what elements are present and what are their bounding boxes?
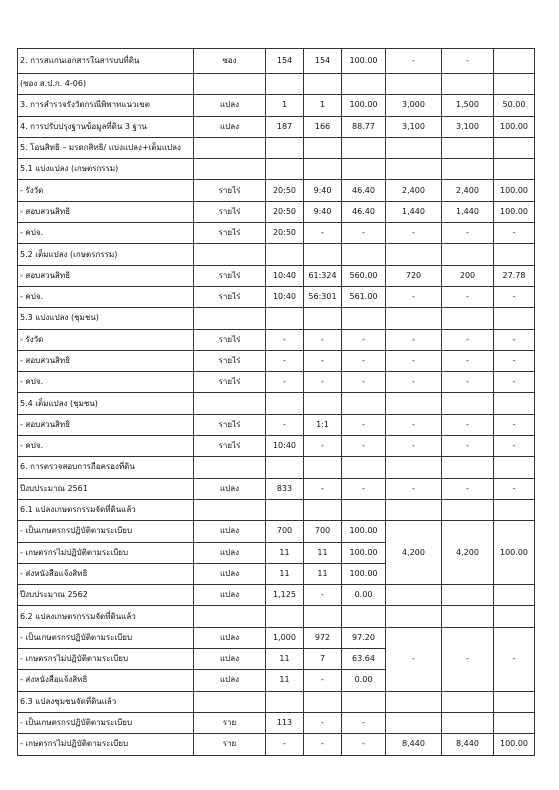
item-label-cell: - เป็นเกษตรกรปฏิบัติตามระเบียบ bbox=[18, 712, 194, 733]
target-cell: - bbox=[266, 734, 304, 755]
unit-cell bbox=[194, 499, 266, 520]
budget-spent-merged-cell: - bbox=[442, 627, 494, 691]
table-row bbox=[18, 201, 535, 222]
target-cell: 833 bbox=[266, 478, 304, 499]
table-row bbox=[18, 478, 535, 499]
result-cell: 700 bbox=[304, 521, 342, 542]
table-row bbox=[18, 223, 535, 244]
result-cell: - bbox=[304, 436, 342, 457]
percent-cell: 88.77 bbox=[342, 116, 386, 137]
result-cell bbox=[304, 137, 342, 158]
result-cell bbox=[304, 691, 342, 712]
budget-spent-cell bbox=[442, 457, 494, 478]
table-row bbox=[18, 521, 535, 542]
target-cell: 10:40 bbox=[266, 286, 304, 307]
target-cell bbox=[266, 691, 304, 712]
budget-spent-cell bbox=[442, 244, 494, 265]
result-cell: - bbox=[304, 734, 342, 755]
item-label-cell: - เกษตรกรไม่ปฏิบัติตามระเบียบ bbox=[18, 734, 194, 755]
target-cell: 11 bbox=[266, 563, 304, 584]
target-cell: - bbox=[266, 329, 304, 350]
table-row bbox=[18, 499, 535, 520]
item-label-cell: - สอบสวนสิทธิ bbox=[18, 414, 194, 435]
target-cell: - bbox=[266, 372, 304, 393]
budget-percent-cell: - bbox=[494, 329, 535, 350]
unit-cell: แปลง bbox=[194, 478, 266, 499]
budget-spent-cell: - bbox=[442, 414, 494, 435]
budget-spent-cell: - bbox=[442, 350, 494, 371]
result-cell: 11 bbox=[304, 542, 342, 563]
item-label-cell: (ซอง ส.ป.ก. 4-06) bbox=[18, 74, 194, 95]
unit-cell bbox=[194, 74, 266, 95]
budget-allocated-cell: - bbox=[386, 223, 442, 244]
budget-spent-cell: - bbox=[442, 478, 494, 499]
unit-cell: รายไร่ bbox=[194, 201, 266, 222]
item-label-cell: - เป็นเกษตรกรปฏิบัติตามระเบียบ bbox=[18, 521, 194, 542]
budget-allocated-cell: 8,440 bbox=[386, 734, 442, 755]
budget-percent-cell bbox=[494, 159, 535, 180]
result-cell: - bbox=[304, 585, 342, 606]
budget-spent-cell: - bbox=[442, 49, 494, 74]
budget-allocated-cell: 2,400 bbox=[386, 180, 442, 201]
item-label-cell: 4. การปรับปรุงฐานข้อมูลที่ดิน 3 ฐาน bbox=[18, 116, 194, 137]
percent-cell: - bbox=[342, 372, 386, 393]
percent-cell: 46.40 bbox=[342, 201, 386, 222]
budget-spent-cell bbox=[442, 137, 494, 158]
unit-cell: รายไร่ bbox=[194, 223, 266, 244]
unit-cell: รายไร่ bbox=[194, 265, 266, 286]
budget-spent-cell: - bbox=[442, 223, 494, 244]
percent-cell: 97.20 bbox=[342, 627, 386, 648]
item-label-cell: 5.1 แบ่งแปลง (เกษตรกรรม) bbox=[18, 159, 194, 180]
unit-cell: แปลง bbox=[194, 563, 266, 584]
table-row bbox=[18, 180, 535, 201]
item-label-cell: ปีงบประมาณ 2561 bbox=[18, 478, 194, 499]
item-label-cell: - คปจ. bbox=[18, 286, 194, 307]
budget-allocated-cell bbox=[386, 457, 442, 478]
item-label-cell: 6.1 แปลงเกษตรกรรมจัดที่ดินแล้ว bbox=[18, 499, 194, 520]
target-cell: 11 bbox=[266, 542, 304, 563]
budget-spent-cell: 200 bbox=[442, 265, 494, 286]
table-row bbox=[18, 116, 535, 137]
target-cell: 1,000 bbox=[266, 627, 304, 648]
budget-spent-cell: - bbox=[442, 372, 494, 393]
percent-cell: - bbox=[342, 712, 386, 733]
budget-percent-cell bbox=[494, 137, 535, 158]
result-cell: 972 bbox=[304, 627, 342, 648]
item-label-cell: - สอบสวนสิทธิ bbox=[18, 201, 194, 222]
target-cell bbox=[266, 159, 304, 180]
unit-cell: รายไร่ bbox=[194, 414, 266, 435]
budget-spent-cell bbox=[442, 159, 494, 180]
budget-allocated-merged-cell: 4,200 bbox=[386, 521, 442, 585]
unit-cell: แปลง bbox=[194, 627, 266, 648]
budget-percent-cell: 100.00 bbox=[494, 180, 535, 201]
item-label-cell: - สอบสวนสิทธิ bbox=[18, 350, 194, 371]
target-cell: 10:40 bbox=[266, 265, 304, 286]
budget-percent-cell: - bbox=[494, 350, 535, 371]
unit-cell: รายไร่ bbox=[194, 350, 266, 371]
target-cell: 1 bbox=[266, 95, 304, 116]
table-row bbox=[18, 244, 535, 265]
budget-allocated-cell: - bbox=[386, 372, 442, 393]
budget-percent-cell bbox=[494, 74, 535, 95]
budget-percent-cell bbox=[494, 49, 535, 74]
table-row bbox=[18, 372, 535, 393]
percent-cell: 46.40 bbox=[342, 180, 386, 201]
target-cell bbox=[266, 457, 304, 478]
unit-cell bbox=[194, 457, 266, 478]
unit-cell: ราย bbox=[194, 734, 266, 755]
budget-percent-cell bbox=[494, 499, 535, 520]
item-label-cell: - ส่งหนังสือแจ้งสิทธิ bbox=[18, 670, 194, 691]
budget-spent-cell: 8,440 bbox=[442, 734, 494, 755]
result-cell: 61:324 bbox=[304, 265, 342, 286]
result-cell: 11 bbox=[304, 563, 342, 584]
percent-cell bbox=[342, 74, 386, 95]
unit-cell bbox=[194, 308, 266, 329]
budget-allocated-cell: 1,440 bbox=[386, 201, 442, 222]
target-cell: 113 bbox=[266, 712, 304, 733]
result-cell: 9:40 bbox=[304, 180, 342, 201]
result-cell: - bbox=[304, 670, 342, 691]
result-cell bbox=[304, 159, 342, 180]
target-cell: 11 bbox=[266, 670, 304, 691]
table-row bbox=[18, 286, 535, 307]
target-cell bbox=[266, 74, 304, 95]
budget-percent-cell bbox=[494, 585, 535, 606]
budget-spent-cell: 2,400 bbox=[442, 180, 494, 201]
target-cell bbox=[266, 606, 304, 627]
budget-spent-cell: - bbox=[442, 436, 494, 457]
unit-cell bbox=[194, 691, 266, 712]
table-row bbox=[18, 265, 535, 286]
result-cell: 154 bbox=[304, 49, 342, 74]
target-cell bbox=[266, 308, 304, 329]
table-row bbox=[18, 329, 535, 350]
budget-percent-merged-cell: - bbox=[494, 627, 535, 691]
result-cell bbox=[304, 457, 342, 478]
target-cell: 154 bbox=[266, 49, 304, 74]
target-cell bbox=[266, 244, 304, 265]
result-cell: - bbox=[304, 372, 342, 393]
performance-table bbox=[17, 48, 535, 756]
result-cell: 9:40 bbox=[304, 201, 342, 222]
unit-cell: ซอง bbox=[194, 49, 266, 74]
target-cell: 11 bbox=[266, 649, 304, 670]
table-row bbox=[18, 393, 535, 414]
budget-allocated-cell: - bbox=[386, 350, 442, 371]
budget-allocated-cell: 3,000 bbox=[386, 95, 442, 116]
result-cell: 1 bbox=[304, 95, 342, 116]
budget-allocated-cell: - bbox=[386, 286, 442, 307]
unit-cell: ราย bbox=[194, 712, 266, 733]
table-row bbox=[18, 457, 535, 478]
budget-percent-cell bbox=[494, 244, 535, 265]
result-cell bbox=[304, 244, 342, 265]
unit-cell: แปลง bbox=[194, 670, 266, 691]
unit-cell: แปลง bbox=[194, 95, 266, 116]
budget-spent-cell: - bbox=[442, 286, 494, 307]
budget-allocated-cell bbox=[386, 137, 442, 158]
table-row bbox=[18, 159, 535, 180]
budget-allocated-cell bbox=[386, 606, 442, 627]
percent-cell: - bbox=[342, 329, 386, 350]
unit-cell bbox=[194, 606, 266, 627]
budget-percent-cell bbox=[494, 606, 535, 627]
result-cell: - bbox=[304, 223, 342, 244]
result-cell bbox=[304, 308, 342, 329]
unit-cell: รายไร่ bbox=[194, 436, 266, 457]
budget-percent-cell: - bbox=[494, 414, 535, 435]
result-cell: 7 bbox=[304, 649, 342, 670]
percent-cell bbox=[342, 457, 386, 478]
item-label-cell: 5.3 แบ่งแปลง (ชุมชน) bbox=[18, 308, 194, 329]
budget-allocated-cell: 3,100 bbox=[386, 116, 442, 137]
table-row bbox=[18, 606, 535, 627]
item-label-cell: 5. โอนสิทธิ – มรดกสิทธิ/ แบ่งแปลง+เต็มแปลง bbox=[18, 137, 194, 158]
unit-cell: แปลง bbox=[194, 542, 266, 563]
unit-cell: รายไร่ bbox=[194, 180, 266, 201]
table-row bbox=[18, 436, 535, 457]
table-row bbox=[18, 350, 535, 371]
target-cell: 700 bbox=[266, 521, 304, 542]
target-cell: 20:50 bbox=[266, 223, 304, 244]
percent-cell bbox=[342, 159, 386, 180]
percent-cell bbox=[342, 691, 386, 712]
percent-cell: 100.00 bbox=[342, 95, 386, 116]
budget-spent-cell bbox=[442, 499, 494, 520]
percent-cell bbox=[342, 499, 386, 520]
budget-spent-cell: 1,440 bbox=[442, 201, 494, 222]
budget-percent-cell: - bbox=[494, 372, 535, 393]
unit-cell: แปลง bbox=[194, 649, 266, 670]
budget-percent-cell: 27.78 bbox=[494, 265, 535, 286]
item-label-cell: 6.2 แปลงเกษตรกรรมจัดที่ดินแล้ว bbox=[18, 606, 194, 627]
target-cell: 20:50 bbox=[266, 180, 304, 201]
budget-percent-cell bbox=[494, 712, 535, 733]
percent-cell bbox=[342, 244, 386, 265]
table-row bbox=[18, 74, 535, 95]
budget-percent-cell: 50.00 bbox=[494, 95, 535, 116]
budget-percent-cell: 100.00 bbox=[494, 201, 535, 222]
item-label-cell: - เป็นเกษตรกรปฏิบัติตามระเบียบ bbox=[18, 627, 194, 648]
budget-allocated-cell bbox=[386, 691, 442, 712]
budget-percent-cell bbox=[494, 457, 535, 478]
budget-allocated-cell bbox=[386, 244, 442, 265]
budget-allocated-cell bbox=[386, 585, 442, 606]
result-cell: 56:301 bbox=[304, 286, 342, 307]
result-cell bbox=[304, 393, 342, 414]
percent-cell: - bbox=[342, 734, 386, 755]
budget-percent-cell bbox=[494, 691, 535, 712]
unit-cell bbox=[194, 244, 266, 265]
item-label-cell: 3. การสำรวจรังวัดกรณีพิพาทแนวเขต bbox=[18, 95, 194, 116]
unit-cell: รายไร่ bbox=[194, 329, 266, 350]
budget-allocated-cell bbox=[386, 159, 442, 180]
unit-cell: แปลง bbox=[194, 521, 266, 542]
percent-cell: 561.00 bbox=[342, 286, 386, 307]
target-cell: 10:40 bbox=[266, 436, 304, 457]
budget-percent-cell: - bbox=[494, 286, 535, 307]
budget-spent-cell bbox=[442, 308, 494, 329]
table-row bbox=[18, 95, 535, 116]
budget-percent-cell: - bbox=[494, 436, 535, 457]
budget-allocated-cell bbox=[386, 712, 442, 733]
percent-cell: 560.00 bbox=[342, 265, 386, 286]
table-row bbox=[18, 691, 535, 712]
budget-percent-cell: - bbox=[494, 478, 535, 499]
budget-allocated-cell bbox=[386, 308, 442, 329]
budget-percent-cell: 100.00 bbox=[494, 116, 535, 137]
percent-cell: - bbox=[342, 350, 386, 371]
percent-cell: 100.00 bbox=[342, 563, 386, 584]
percent-cell: 63.64 bbox=[342, 649, 386, 670]
budget-allocated-cell bbox=[386, 499, 442, 520]
result-cell: 166 bbox=[304, 116, 342, 137]
percent-cell bbox=[342, 393, 386, 414]
item-label-cell: - สอบสวนสิทธิ bbox=[18, 265, 194, 286]
result-cell: - bbox=[304, 329, 342, 350]
result-cell: - bbox=[304, 350, 342, 371]
budget-spent-cell bbox=[442, 74, 494, 95]
item-label-cell: - รังวัด bbox=[18, 329, 194, 350]
target-cell: 20:50 bbox=[266, 201, 304, 222]
table-row bbox=[18, 734, 535, 755]
budget-spent-cell bbox=[442, 691, 494, 712]
percent-cell: - bbox=[342, 436, 386, 457]
budget-percent-merged-cell: 100.00 bbox=[494, 521, 535, 585]
unit-cell: รายไร่ bbox=[194, 286, 266, 307]
budget-spent-cell bbox=[442, 393, 494, 414]
percent-cell bbox=[342, 137, 386, 158]
table-row bbox=[18, 49, 535, 74]
unit-cell: รายไร่ bbox=[194, 372, 266, 393]
budget-allocated-cell: - bbox=[386, 414, 442, 435]
budget-spent-cell: - bbox=[442, 329, 494, 350]
percent-cell: - bbox=[342, 414, 386, 435]
budget-allocated-cell bbox=[386, 393, 442, 414]
item-label-cell: 5.2 เต็มแปลง (เกษตรกรรม) bbox=[18, 244, 194, 265]
budget-spent-cell bbox=[442, 606, 494, 627]
item-label-cell: - คปจ. bbox=[18, 223, 194, 244]
percent-cell: 0.00 bbox=[342, 670, 386, 691]
budget-spent-cell: 3,100 bbox=[442, 116, 494, 137]
item-label-cell: 6. การตรวจสอบการถือครองที่ดิน bbox=[18, 457, 194, 478]
result-cell bbox=[304, 499, 342, 520]
result-cell bbox=[304, 606, 342, 627]
percent-cell: 0.00 bbox=[342, 585, 386, 606]
item-label-cell: 6.3 แปลงชุมชนจัดที่ดินแล้ว bbox=[18, 691, 194, 712]
table-row bbox=[18, 627, 535, 648]
percent-cell: 100.00 bbox=[342, 521, 386, 542]
budget-spent-merged-cell: 4,200 bbox=[442, 521, 494, 585]
item-label-cell: - คปจ. bbox=[18, 436, 194, 457]
target-cell: - bbox=[266, 414, 304, 435]
budget-allocated-cell: - bbox=[386, 478, 442, 499]
percent-cell bbox=[342, 606, 386, 627]
target-cell: - bbox=[266, 350, 304, 371]
table-row bbox=[18, 137, 535, 158]
unit-cell: แปลง bbox=[194, 116, 266, 137]
percent-cell: 100.00 bbox=[342, 49, 386, 74]
target-cell: 1,125 bbox=[266, 585, 304, 606]
target-cell: 187 bbox=[266, 116, 304, 137]
budget-allocated-cell bbox=[386, 74, 442, 95]
percent-cell bbox=[342, 308, 386, 329]
budget-allocated-merged-cell: - bbox=[386, 627, 442, 691]
table-row bbox=[18, 308, 535, 329]
item-label-cell: - คปจ. bbox=[18, 372, 194, 393]
unit-cell bbox=[194, 159, 266, 180]
unit-cell: แปลง bbox=[194, 585, 266, 606]
unit-cell bbox=[194, 137, 266, 158]
table-row bbox=[18, 414, 535, 435]
item-label-cell: 5.4 เต็มแปลง (ชุมชน) bbox=[18, 393, 194, 414]
item-label-cell: - เกษตรกรไม่ปฏิบัติตามระเบียบ bbox=[18, 649, 194, 670]
item-label-cell: 2. การสแกนเอกสารในสารบบที่ดิน bbox=[18, 49, 194, 74]
result-cell bbox=[304, 74, 342, 95]
target-cell bbox=[266, 393, 304, 414]
budget-spent-cell bbox=[442, 585, 494, 606]
percent-cell: - bbox=[342, 478, 386, 499]
target-cell bbox=[266, 499, 304, 520]
result-cell: - bbox=[304, 712, 342, 733]
budget-allocated-cell: - bbox=[386, 329, 442, 350]
budget-allocated-cell: 720 bbox=[386, 265, 442, 286]
budget-spent-cell: 1,500 bbox=[442, 95, 494, 116]
item-label-cell: - รังวัด bbox=[18, 180, 194, 201]
percent-cell: 100.00 bbox=[342, 542, 386, 563]
item-label-cell: ปีงบประมาณ 2562 bbox=[18, 585, 194, 606]
budget-allocated-cell: - bbox=[386, 49, 442, 74]
item-label-cell: - ส่งหนังสือแจ้งสิทธิ bbox=[18, 563, 194, 584]
target-cell bbox=[266, 137, 304, 158]
result-cell: 1:1 bbox=[304, 414, 342, 435]
budget-percent-cell: - bbox=[494, 223, 535, 244]
budget-percent-cell bbox=[494, 393, 535, 414]
unit-cell bbox=[194, 393, 266, 414]
table-row bbox=[18, 585, 535, 606]
item-label-cell: - เกษตรกรไม่ปฏิบัติตามระเบียบ bbox=[18, 542, 194, 563]
budget-percent-cell bbox=[494, 308, 535, 329]
budget-spent-cell bbox=[442, 712, 494, 733]
budget-allocated-cell: - bbox=[386, 436, 442, 457]
table-row bbox=[18, 712, 535, 733]
budget-percent-cell: 100.00 bbox=[494, 734, 535, 755]
result-cell: - bbox=[304, 478, 342, 499]
percent-cell: - bbox=[342, 223, 386, 244]
